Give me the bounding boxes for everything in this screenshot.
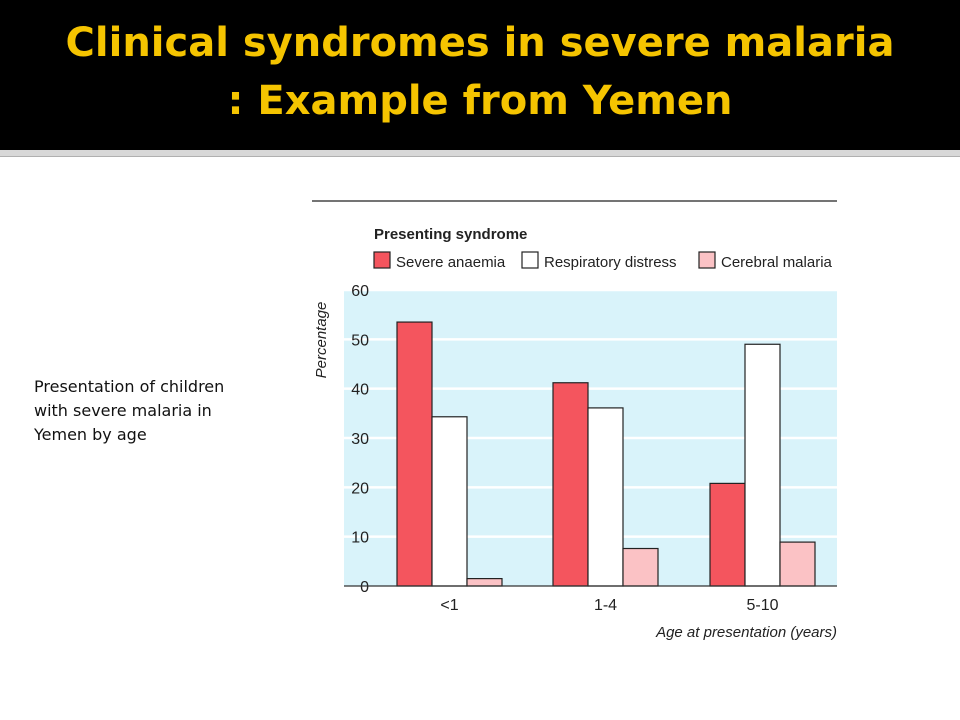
x-tick-label: 1-4 xyxy=(593,597,618,614)
y-tick-label: 60 xyxy=(351,283,369,300)
bar xyxy=(745,344,780,586)
y-axis-label: Percentage xyxy=(313,301,330,379)
bar xyxy=(432,417,467,586)
legend-swatch xyxy=(374,252,390,268)
chart-legend xyxy=(374,252,833,271)
y-tick-label: 30 xyxy=(351,431,369,448)
legend-swatch xyxy=(522,252,538,268)
bar xyxy=(467,579,502,586)
legend-label: Severe anaemia xyxy=(396,254,506,271)
x-tick-label: 5-10 xyxy=(746,597,779,614)
legend-label: Respiratory distress xyxy=(544,254,677,271)
slide-title-line-1: Clinical syndromes in severe malaria xyxy=(65,20,895,66)
y-tick-label: 50 xyxy=(351,332,369,350)
y-tick-label: 0 xyxy=(360,579,369,596)
legend-title: Presenting syndrome xyxy=(374,226,528,243)
legend-swatch xyxy=(699,252,715,268)
bar xyxy=(780,542,815,586)
y-tick-label: 20 xyxy=(351,480,369,498)
x-tick-label: <1 xyxy=(440,597,459,614)
bar xyxy=(553,383,588,586)
slide-title-line-2: : Example from Yemen xyxy=(227,78,733,124)
bar-chart xyxy=(300,190,860,650)
slide-title xyxy=(0,14,960,130)
y-tick-label: 40 xyxy=(351,381,369,399)
bar xyxy=(623,549,658,586)
slide-caption: Presentation of children with severe malaria in Yemen by age xyxy=(34,377,225,444)
bar xyxy=(588,408,623,586)
bar xyxy=(397,322,432,586)
title-divider xyxy=(0,150,960,157)
legend-label: Cerebral malaria xyxy=(721,254,832,271)
y-tick-label: 10 xyxy=(351,529,369,547)
x-axis xyxy=(440,597,778,614)
x-axis-label: Age at presentation (years) xyxy=(656,624,837,641)
bar xyxy=(710,483,745,586)
